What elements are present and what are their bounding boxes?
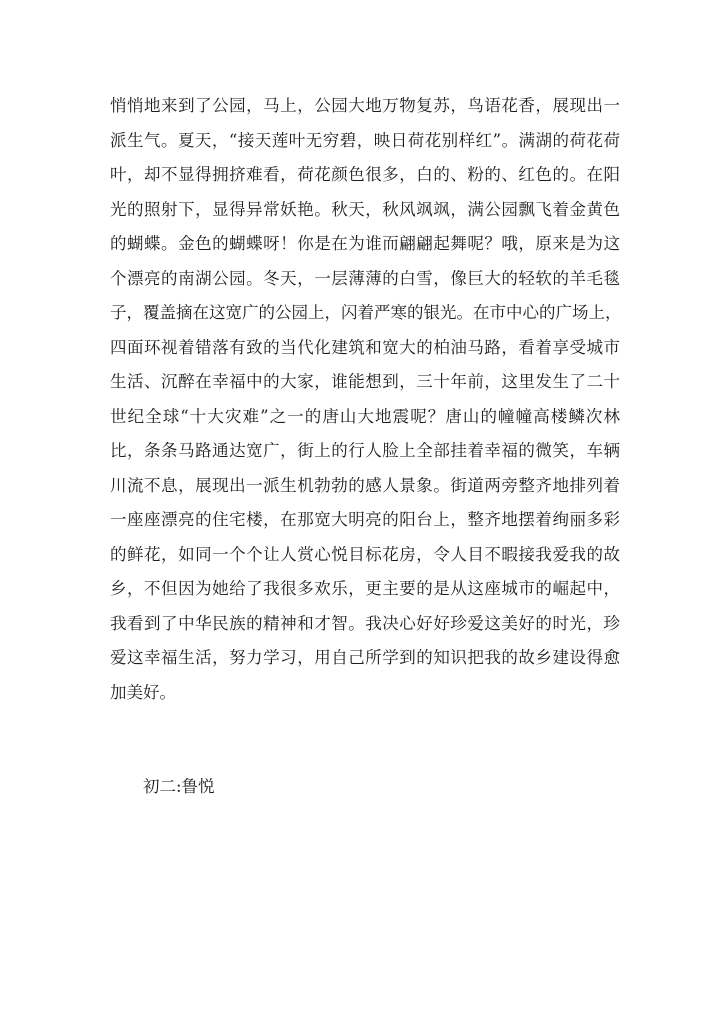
essay-line: 光的照射下，显得异常妖艳。秋天，秋风飒飒，满公园飘飞着金黄色	[110, 199, 620, 219]
author-signature: 初二:鲁悦	[143, 777, 215, 796]
essay-line: 派生气。夏天，“接天莲叶无穷碧，映日荷花别样红”。满湖的荷花荷	[110, 130, 620, 150]
essay-line: 的蝴蝶。金色的蝴蝶呀！你是在为谁而翩翩起舞呢？哦，原来是为这	[110, 234, 620, 253]
essay-line: 生活、沉醉在幸福中的大家，谁能想到，三十年前，这里发生了二十	[110, 372, 620, 391]
essay-line: 比，条条马路通达宽广，街上的行人脸上全部挂着幸福的微笑，车辆	[110, 441, 620, 460]
essay-line: 川流不息，展现出一派生机勃勃的感人景象。街道两旁整齐地排列着	[110, 475, 620, 495]
essay-line: 世纪全球“十大灾难”之一的唐山大地震呢？唐山的幢幢高楼鳞次林	[110, 406, 620, 426]
essay-line: 一座座漂亮的住宅楼，在那宽大明亮的阳台上，整齐地摆着绚丽多彩	[110, 510, 620, 529]
essay-line: 乡，不但因为她给了我很多欢乐，更主要的是从这座城市的崛起中，	[110, 579, 620, 598]
essay-line: 四面环视着错落有致的当代化建筑和宽大的柏油马路，看着享受城市	[110, 337, 620, 357]
essay-line-last: 加美好。	[110, 682, 176, 702]
essay-line: 的鲜花，如同一个个让人赏心悦目标花房，令人目不暇接我爱我的故	[110, 544, 620, 564]
essay-line: 我看到了中华民族的精神和才智。我决心好好珍爱这美好的时光，珍	[110, 613, 620, 633]
essay-line: 个漂亮的南湖公园。冬天，一层薄薄的白雪，像巨大的轻软的羊毛毯	[110, 268, 620, 288]
essay-line: 子，覆盖摘在这宽广的公园上，闪着严寒的银光。在市中心的广场上，	[110, 303, 622, 322]
essay-line: 爱这幸福生活，努力学习，用自己所学到的知识把我的故乡建设得愈	[110, 648, 620, 667]
essay-line: 叶，却不显得拥挤难看，荷花颜色很多，白的、粉的、红色的。在阳	[110, 165, 620, 184]
essay-body	[110, 89, 620, 710]
essay-line: 悄悄地来到了公园，马上，公园大地万物复苏，鸟语花香，展现出一	[110, 96, 620, 115]
